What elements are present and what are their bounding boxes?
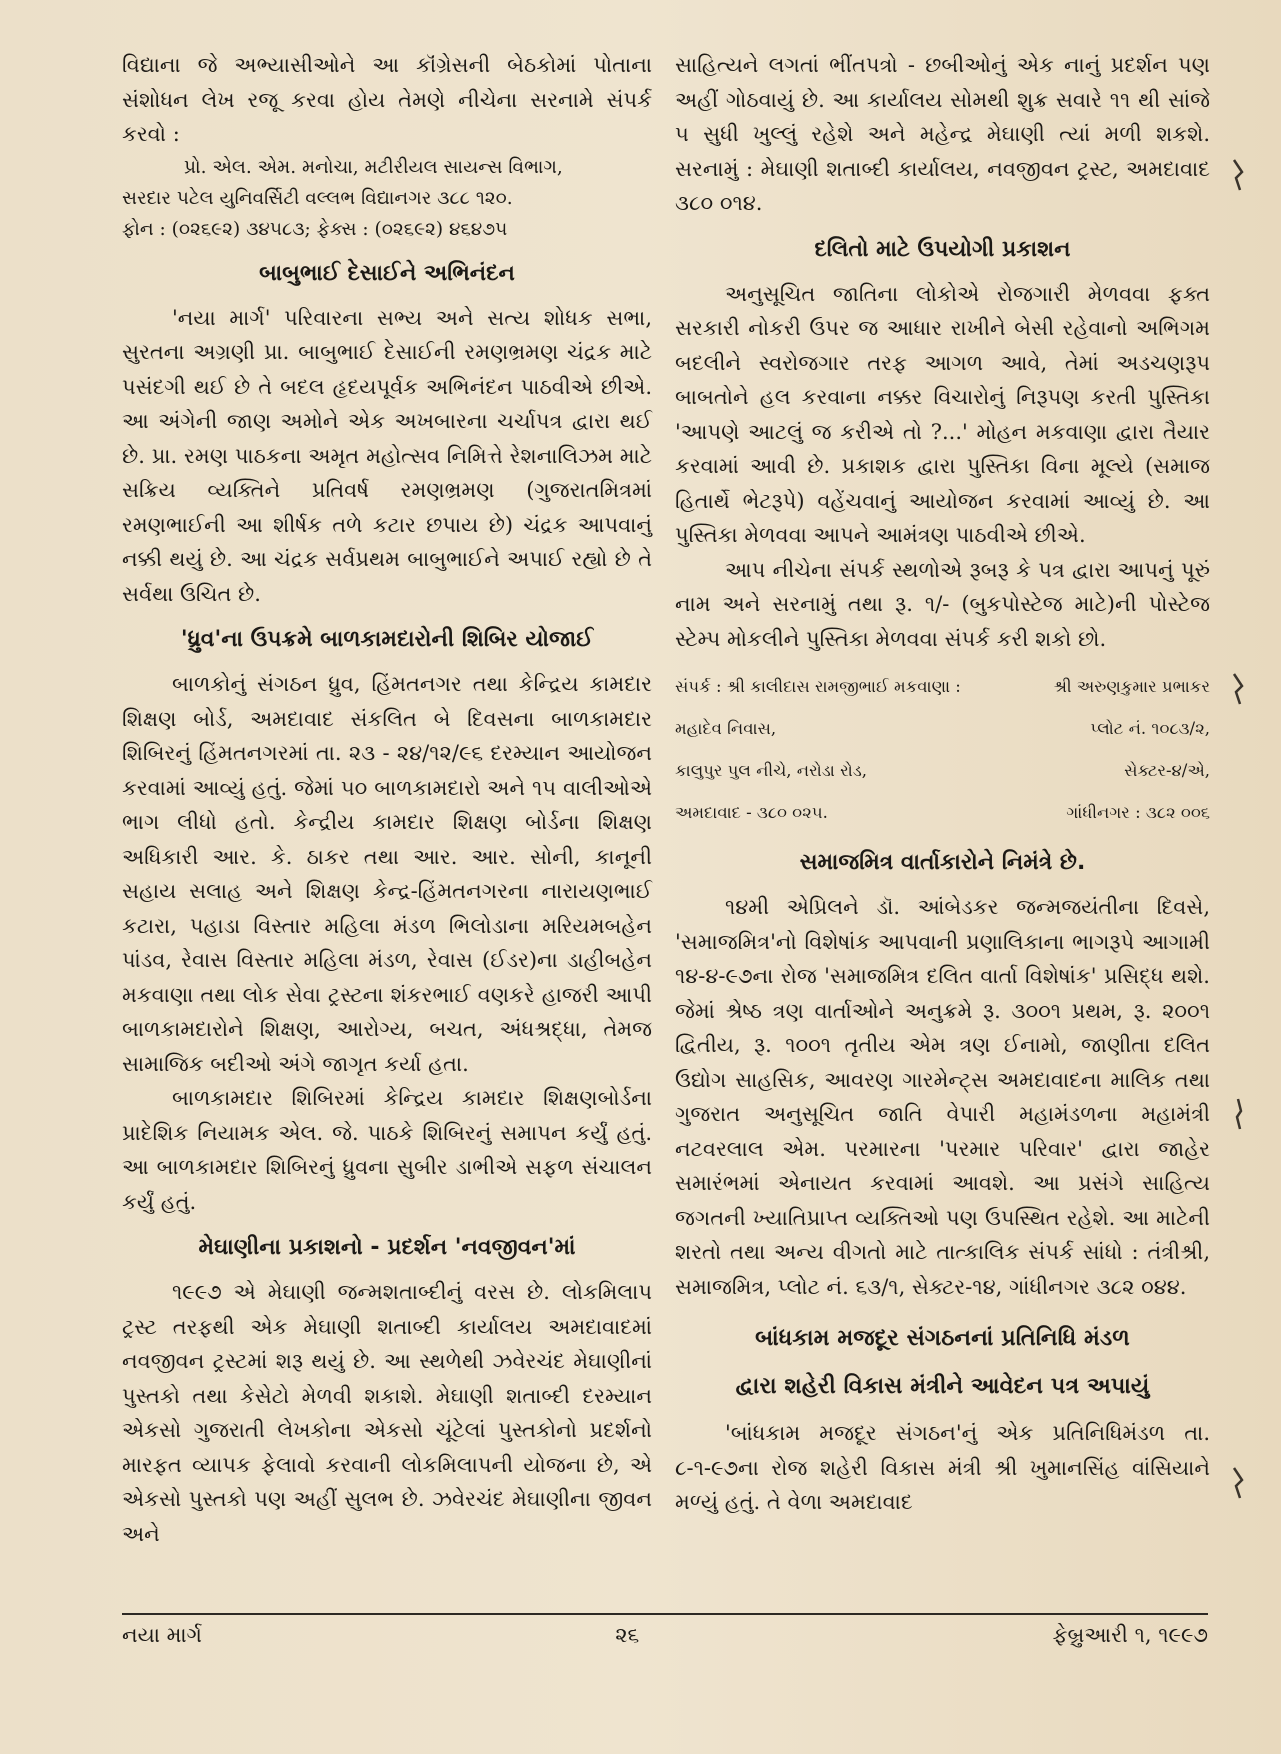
contact-address (122, 152, 652, 245)
article-paragraph: ૧૯૯૭ એ મેઘાણી જન્મશતાબ્દીનું વરસ છે. લોકમિલાપ ટ્રસ્ટ તરફથી એક મેઘાણી શતાબ્દી કાર્યાલય અમદાવાદમાં નવજીવન ટ્રસ્ટમાં શરૂ થયું છે. આ સ્થળેથી ઝવેરચંદ મેઘાણીનાં પુસ્તકો તથા કેસેટો મેળવી શકાશે. મેઘાણી શતાબ્દી દરમ્યાન એકસો ગુજરાતી લેખકોના એકસો ચૂંટેલાં પુસ્તકોનો પ્રદર્શનો મારફત વ્યાપક ફેલાવો કરવાની લોકમિલાપની યોજના છે, એ એકસો પુસ્તકો પણ અહીં સુલભ છે. ઝવેરચંદ મેઘાણીના જીવન અને (122, 1280, 652, 1546)
contact-table (675, 666, 1210, 834)
section-heading-bandhkam (675, 1314, 1210, 1410)
section-heading-dalit: દલિતો માટે ઉપયોગી પ્રકાશન (814, 236, 1071, 262)
binding-mark (1232, 158, 1246, 192)
article-paragraph: બાળકોનું સંગઠન ધ્રુવ, હિંમતનગર તથા કેન્દ્રિય કામદાર શિક્ષણ બોર્ડ, અમદાવાદ સંકલિત બે દિવસના બાળકામદાર શિબિરનું હિંમતનગરમાં તા. ૨૩ - ૨૪/૧૨/૯૬ દરમ્યાન આયોજન કરવામાં આવ્યું હતું. જેમાં ૫૦ બાળકામદારો અને ૧૫ વાલીઓએ ભાગ લીધો હતો. કેન્દ્રીય કામદાર શિક્ષણ બોર્ડના શિક્ષણ અધિકારી આર. કે. ઠાકર તથા આર. આર. સોની, કાનૂની સહાય સલાહ અને શિક્ષણ કેન્દ્ર-હિંમતનગરના નારાયણભાઈ કટારા, પહાડા વિસ્તાર મહિલા મંડળ ભિલોડાના મરિયમબહેન પાંડવ, રેવાસ વિસ્તાર મહિલા મંડળ, રેવાસ (ઈડર)ના ડાહીબહેન મકવાણા તથા લોક સેવા ટ્રસ્ટના શંકરભાઈ વણકરે હાજરી આપી બાળકામદારોને શિક્ષણ, આરોગ્ય, બચત, અંધશ્રદ્ધા, તેમજ સામાજિક બદીઓ અંગે જાગૃત કર્યા હતા. (122, 672, 652, 1076)
section-heading-samajmitra: સમાજમિત્ર વાર્તાકારોને નિમંત્રે છે. (799, 850, 1086, 875)
address-line: પ્રો. એલ. એમ. મનોચા, મટીરીયલ સાયન્સ વિભાગ, (184, 156, 563, 178)
article-paragraph: ૧૪મી એપ્રિલને ડૉ. આંબેડકર જન્મજયંતીના દિવસે, 'સમાજમિત્ર'નો વિશેષાંક આપવાની પ્રણાલિકાના ભાગરૂપે આગામી ૧૪-૪-૯૭ના રોજ 'સમાજમિત્ર દલિત વાર્તા વિશેષાંક' પ્રસિદ્ધ થશે. જેમાં શ્રેષ્ઠ ત્રણ વાર્તાઓને અનુક્રમે રૂ. ૩૦૦૧ પ્રથમ, રૂ. ૨૦૦૧ દ્વિતીય, રૂ. ૧૦૦૧ તૃતીય એમ ત્રણ ઈનામો, જાણીતા દલિત ઉદ્યોગ સાહસિક, આવરણ ગારમેન્ટ્સ અમદાવાદના માલિક તથા ગુજરાત અનુસૂચિત જાતિ વેપારી મહામંડળના મહામંત્રી નટવરલાલ એમ. પરમારના 'પરમાર પરિવાર' દ્વારા જાહેર સમારંભમાં એનાયત કરવામાં આવશે. આ પ્રસંગે સાહિત્ય જગતની ખ્યાતિપ્રાપ્ત વ્યક્તિઓ પણ ઉપસ્થિત રહેશે. આ માટેની શરતો તથા અન્ય વીગતો માટે તાત્કાલિક સંપર્ક સાંધો : તંત્રીશ્રી, સમાજમિત્ર, પ્લોટ નં. ૬૩/૧, સેક્ટર-૧૪, ગાંધીનગર ૩૮૨ ૦૪૪. (675, 895, 1210, 1299)
article-paragraph: 'નયા માર્ગ' પરિવારના સભ્ય અને સત્ય શોધક સભા, સુરતના અગ્રણી પ્રા. બાબુભાઈ દેસાઈની રમણભ્રમણ ચંદ્રક માટે પસંદગી થઈ છે તે બદલ હૃદયપૂર્વક અભિનંદન પાઠવીએ છીએ. આ અંગેની જાણ અમોને એક અખબારના ચર્ચાપત્ર દ્વારા થઈ છે. પ્રા. રમણ પાઠકના અમૃત મહોત્સવ નિમિત્તે રેશનાલિઝમ માટે સક્રિય વ્યક્તિને પ્રતિવર્ષ રમણભ્રમણ (ગુજરાતમિત્રમાં રમણભાઈની આ શીર્ષક તળે કટાર છપાય છે) ચંદ્રક આપવાનું નક્કી થયું છે. આ ચંદ્રક સર્વપ્રથમ બાબુભાઈને અપાઈ રહ્યો છે તે સર્વથા ઉચિત છે. (122, 305, 652, 606)
contact-right-line: સેક્ટર-૪/એ, (1124, 761, 1210, 780)
heading-line: બાંધકામ મજદૂર સંગઠનનાં પ્રતિનિધિ મંડળ (755, 1325, 1130, 1351)
article-paragraph: 'બાંધકામ મજદૂર સંગઠન'નું એક પ્રતિનિધિમંડળ તા. ૮-૧-૯૭ના રોજ શહેરી વિકાસ મંત્રી શ્રી ખુમાનસિંહ વાંસિયાને મળ્યું હતું. તે વેળા અમદાવાદ (675, 1421, 1210, 1514)
contact-left-line: સંપર્ક : શ્રી કાલીદાસ રામજીભાઈ મકવાણા : (675, 677, 961, 696)
page-number: ૨૬ (615, 1623, 640, 1647)
heading-line: દ્વારા શહેરી વિકાસ મંત્રીને આવેદન પત્ર અપાયું (735, 1373, 1150, 1399)
issue-date: ફેબ્રુઆરી ૧, ૧૯૯૭ (1052, 1623, 1208, 1647)
contact-right-line: પ્લોટ નં. ૧૦૮૩/૨, (1090, 719, 1210, 738)
intro-paragraph: વિદ્યાના જે અભ્યાસીઓને આ કૉંગ્રેસની બેઠકોમાં પોતાના સંશોધન લેખ રજૂ કરવા હોય તેમણે નીચેના સરનામે સંપર્ક કરવો : (122, 53, 652, 146)
page-footer (122, 1613, 1208, 1648)
contact-left-line: કાલુપુર પુલ નીચે, નરોડા રોડ, (675, 761, 868, 780)
contact-right-line: શ્રી અરુણકુમાર પ્રભાકર (1053, 677, 1210, 696)
contact-right-line: ગાંધીનગર : ૩૮૨ ૦૦૬ (1066, 803, 1210, 822)
article-paragraph: બાળકામદાર શિબિરમાં કેન્દ્રિય કામદાર શિક્ષણબોર્ડના પ્રાદેશિક નિયામક એલ. જે. પાઠકે શિબિરનું સમાપન કર્યું હતું. આ બાળકામદાર શિબિરનું ધ્રુવના સુબીર ડાભીએ સફળ સંચાલન કર્યું હતું. (122, 1086, 652, 1214)
left-column (122, 48, 652, 1551)
right-column (675, 48, 1210, 1520)
contact-left-line: મહાદેવ નિવાસ, (675, 719, 777, 738)
binding-mark (1232, 1097, 1246, 1131)
binding-mark (1232, 672, 1246, 706)
section-heading-dhruv: 'ધ્રુવ'ના ઉપક્રમે બાળકામદારોની શિબિર યોજાઈ (180, 627, 594, 652)
article-paragraph: આપ નીચેના સંપર્ક સ્થળોએ રૂબરૂ કે પત્ર દ્વારા આપનું પૂરું નામ અને સરનામું તથા રૂ. ૧/- (બુકપોસ્ટેજ માટે)ની પોસ્ટેજ સ્ટેમ્પ મોકલીને પુસ્તિકા મેળવવા સંપર્ક કરી શકો છો. (675, 557, 1210, 651)
article-paragraph: સાહિત્યને લગતાં ભીંતપત્રો - છબીઓનું એક નાનું પ્રદર્શન પણ અહીં ગોઠવાયું છે. આ કાર્યાલય સોમથી શુક્ર સવારે ૧૧ થી સાંજે ૫ સુધી ખુલ્લું રહેશે અને મહેન્દ્ર મેઘાણી ત્યાં મળી શકશે. સરનામું : મેઘાણી શતાબ્દી કાર્યાલય, નવજીવન ટ્રસ્ટ, અમદાવાદ ૩૮૦ ૦૧૪. (675, 53, 1210, 215)
contact-left-line: અમદાવાદ - ૩૮૦ ૦૨૫. (675, 803, 828, 822)
publication-name: નયા માર્ગ (122, 1623, 202, 1647)
section-heading-meghani: મેઘાણીના પ્રકાશનો - પ્રદર્શન 'નવજીવન'માં (198, 1235, 576, 1260)
binding-mark (1232, 1466, 1246, 1500)
section-heading-babubhai: બાબુભાઈ દેસાઈને અભિનંદન (259, 260, 515, 286)
address-phone: ફોન : (૦૨૬૯૨) ૩૪૫૮૩; ફેક્સ : (૦૨૬૯૨) ૪૬૪૭૫ (122, 218, 508, 240)
address-line: સરદાર પટેલ યુનિવર્સિટી વલ્લભ વિદ્યાનગર ૩૮૮ ૧૨૦. (122, 187, 513, 209)
article-paragraph: અનુસૂચિત જાતિના લોકોએ રોજગારી મેળવવા ફક્ત સરકારી નોકરી ઉપર જ આધાર રાખીને બેસી રહેવાનો અભિગમ બદલીને સ્વરોજગાર તરફ આગળ આવે, તેમાં અડચણરૂપ બાબતોને હલ કરવાના નક્કર વિચારોનું નિરૂપણ કરતી પુસ્તિકા 'આપણે આટલું જ કરીએ તો ?...' મોહન મકવાણા દ્વારા તૈયાર કરવામાં આવી છે. પ્રકાશક દ્વારા પુસ્તિકા વિના મૂલ્યે (સમાજ હિતાર્થે ભેટરૂપે) વહેંચવાનું આયોજન કરવામાં આવ્યું છે. આ પુસ્તિકા મેળવવા આપને આમંત્રણ પાઠવીએ છીએ. (675, 281, 1210, 547)
